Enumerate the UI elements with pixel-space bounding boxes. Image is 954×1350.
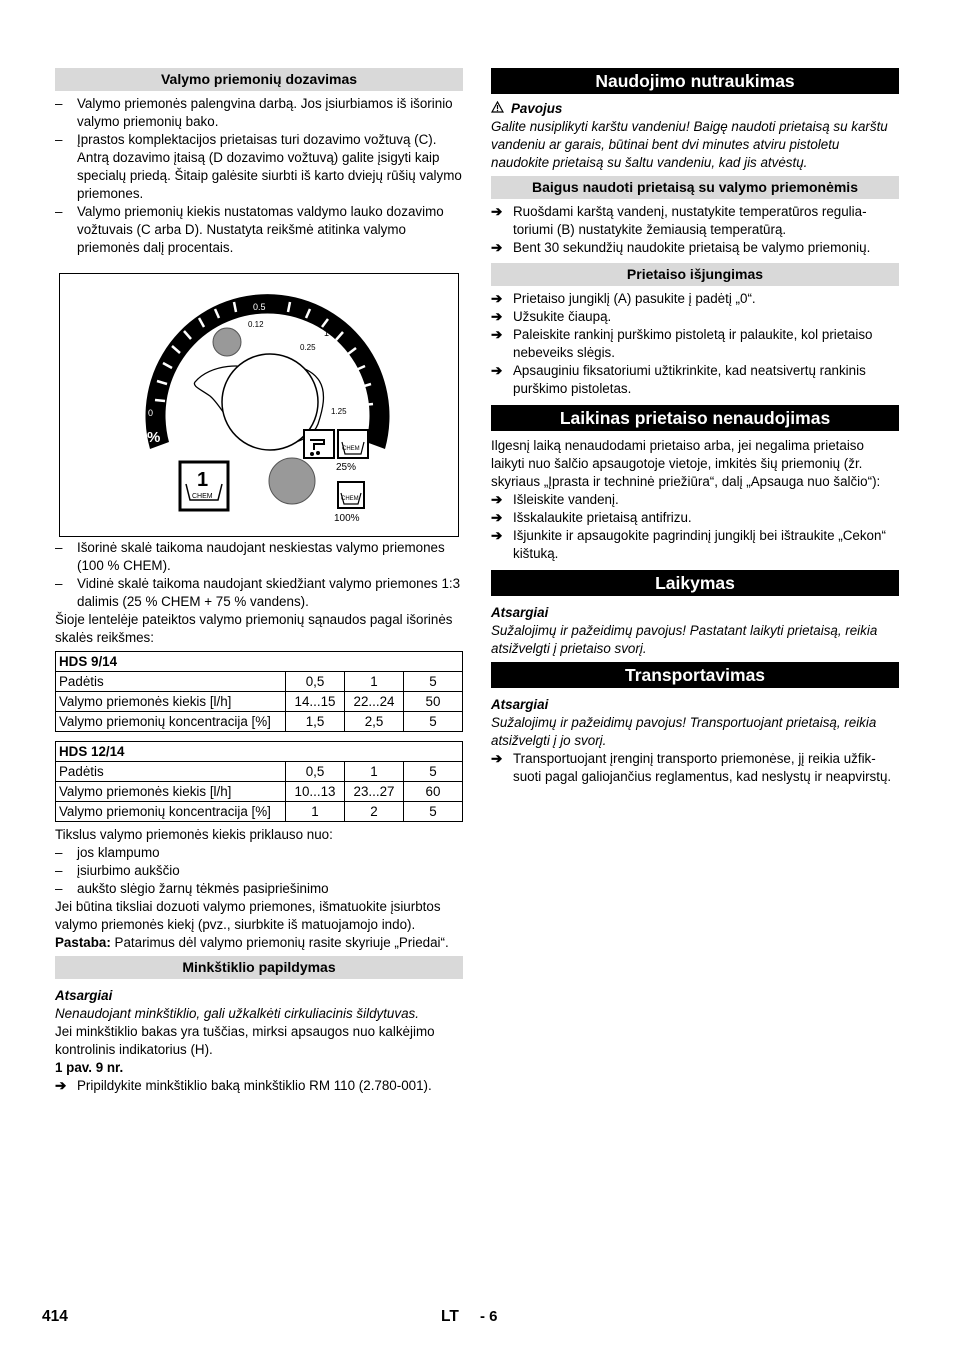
outer-label-1: 1 xyxy=(324,328,330,338)
inner-label-025: 0.25 xyxy=(300,343,316,352)
table-row xyxy=(56,712,463,732)
step-text: Užsukite čiaupą. xyxy=(513,309,612,324)
table-hds-9-14 xyxy=(55,651,463,732)
row-label: Valymo priemonės kiekis [l/h] xyxy=(56,782,286,802)
softener-ref: 1 pav. 9 nr. xyxy=(55,1060,124,1075)
right-column xyxy=(491,68,899,786)
cell: 1 xyxy=(345,672,404,692)
depends-intro: Tikslus valymo priemonės kiekis priklauso nuo: xyxy=(55,827,333,842)
heading-storage: Laikymas xyxy=(491,570,899,596)
inner-label-012: 0.12 xyxy=(248,320,264,329)
cell: 50 xyxy=(404,692,463,712)
language-code: LT xyxy=(441,1308,459,1325)
dosing-dial-figure xyxy=(59,273,459,537)
step-text: Išleiskite vandenį. xyxy=(513,492,619,507)
outer-label-5: 5 xyxy=(360,407,366,417)
table-row xyxy=(56,782,463,802)
note-paragraph xyxy=(55,934,463,952)
heading-temporary-shutdown: Laikinas prietaiso nenaudojimas xyxy=(491,405,899,431)
row-label: Padėtis xyxy=(56,672,286,692)
cell: 0,5 xyxy=(286,762,345,782)
page-number: 414 xyxy=(42,1308,68,1325)
depends-item-2: – įsiurbimo aukščio xyxy=(55,862,463,880)
heading-transport: Transportavimas xyxy=(491,662,899,688)
heading-dosing: Valymo priemonių dozavimas xyxy=(55,68,463,91)
arrow-icon: ➔ xyxy=(491,363,503,378)
off-step-3 xyxy=(491,326,899,362)
step-text: Išskalaukite prietaisą antifrizu. xyxy=(513,510,692,525)
cell: 14...15 xyxy=(286,692,345,712)
softener-warning: Nenaudojant minkštiklio, gali užkalkėti cirkuliacinis šildytuvas. xyxy=(55,1006,419,1021)
step-text: Ruošdami karštą vandenį, nustatykite temperatūros reguliatoriumi (B) nustatykite žemiausią temperatūrą. xyxy=(513,204,867,237)
transport-step-1 xyxy=(491,750,899,786)
caution-label: Atsargiai xyxy=(491,605,549,620)
arrow-icon: ➔ xyxy=(491,327,503,342)
temp-step-2 xyxy=(491,509,899,527)
outer-label-05: 0.5 xyxy=(253,302,266,312)
row-label: Padėtis xyxy=(56,762,286,782)
heading-after-cleaning-agent: Baigus naudoti prietaisą su valymo priemonėmis xyxy=(491,176,899,199)
exact-dosing-text: Jei būtina tiksliai dozuoti valymo priemones, išmatuokite įsiurbtos valymo priemonės kiekį (pvz., siurbkite iš matuojamojo indo). xyxy=(55,899,441,932)
depends-item-1: – jos klampumo xyxy=(55,844,463,862)
table-row xyxy=(56,762,463,782)
pct25-label: 25% xyxy=(336,462,357,473)
note-text: Patarimus dėl valymo priemonių rasite skyriuje „Priedai“. xyxy=(110,935,449,950)
cell: 1 xyxy=(345,762,404,782)
table-title: HDS 9/14 xyxy=(56,652,463,672)
caution-label: Atsargiai xyxy=(491,697,549,712)
table-row xyxy=(56,672,463,692)
step-text: Paleiskite rankinį purškimo pistoletą ir palaukite, kol prietaiso nebeveiks slėgis. xyxy=(513,327,873,360)
cell: 5 xyxy=(404,762,463,782)
arrow-icon: ➔ xyxy=(491,751,503,766)
step-text: Bent 30 sekundžių naudokite prietaisą be valymo priemonių. xyxy=(513,240,871,255)
step-text: Prietaiso jungiklį (A) pasukite į padėtį „0“. xyxy=(513,291,756,306)
chem-label: CHEM xyxy=(192,493,213,500)
pct100-label: 100% xyxy=(334,513,360,524)
arrow-icon: ➔ xyxy=(491,528,503,543)
off-step-2 xyxy=(491,308,899,326)
left-column xyxy=(55,68,463,1095)
off-step-4 xyxy=(491,362,899,398)
icon-digit: 1 xyxy=(197,469,209,491)
cell: 5 xyxy=(404,712,463,732)
caution-label: Atsargiai xyxy=(55,988,113,1003)
arrow-icon: ➔ xyxy=(491,510,503,525)
inner-label-125: 1.25 xyxy=(331,407,347,416)
chem-label-100: CHEM xyxy=(341,496,359,502)
after-step-1 xyxy=(491,203,899,239)
step-text: Transportuojant įrenginį transporto priemonėse, jį reikia užfiksuoti pagal galiojančius reglamentus, kad neslystų ir neapvirstų. xyxy=(513,751,892,784)
off-step-1 xyxy=(491,290,899,308)
arrow-icon: ➔ xyxy=(491,204,503,219)
after-step-2 xyxy=(491,239,899,257)
temp-step-1 xyxy=(491,491,899,509)
arrow-icon: ➔ xyxy=(491,240,503,255)
chem-label-25: CHEM xyxy=(342,446,360,452)
table-intro: Šioje lentelėje pateiktos valymo priemonių sąnaudos pagal išorinės skalės reikšmes: xyxy=(55,612,453,645)
cell: 2 xyxy=(345,802,404,822)
cell: 5 xyxy=(404,802,463,822)
percent-label: % xyxy=(147,429,161,446)
cell: 1 xyxy=(286,802,345,822)
row-label: Valymo priemonių koncentracija [%] xyxy=(56,712,286,732)
arrow-icon: ➔ xyxy=(491,309,503,324)
arrow-icon: ➔ xyxy=(491,492,503,507)
dosing-dial-illustration xyxy=(60,274,458,536)
table-row xyxy=(56,692,463,712)
outer-label-0: 0 xyxy=(148,408,154,418)
row-label: Valymo priemonės kiekis [l/h] xyxy=(56,692,286,712)
dosing-item-2: – Įprastos komplektacijos prietaisas turi dozavimo vožtuvą (C). Antrą dozavimo įtaisą (D dozavimo vožtuvą) galite įsigyti kaip specialų priedą. Šitaip galėsite siurbti iš karto dviejų rūšių valymo priemones. xyxy=(55,131,463,203)
cell: 10...13 xyxy=(286,782,345,802)
temp-step-3 xyxy=(491,527,899,563)
heading-switch-off: Prietaiso išjungimas xyxy=(491,263,899,286)
cell: 22...24 xyxy=(345,692,404,712)
dosing-item-3: – Valymo priemonių kiekis nustatomas valdymo lauko dozavimo vožtuvais (C arba D). Nustatyta reikšmė atitinka valymo priemonės dalį procentais. xyxy=(55,203,463,257)
step-text: Apsauginiu fiksatoriumi užtikrinkite, kad neatsivertų rankinis purškimo pistoletas. xyxy=(513,363,866,396)
cell: 0,5 xyxy=(286,672,345,692)
depends-item-3: – aukšto slėgio žarnų tėkmės pasipriešinimo xyxy=(55,880,463,898)
cell: 60 xyxy=(404,782,463,802)
heading-softener: Minkštiklio papildymas xyxy=(55,956,463,979)
stop-warning: Galite nusiplikyti karštu vandeniu! Baigę naudoti prietaisą su karštu vandeniu ar garais, būtinai bent dvi minutes atviru pistoletu naudokite prietaisą su šaltu vandeniu, kad jis atvėstų. xyxy=(491,119,888,170)
storage-warning: Sužalojimų ir pažeidimų pavojus! Pastatant laikyti prietaisą, reikia atsižvelgti į prietaiso svorį. xyxy=(491,623,878,656)
table-hds-12-14 xyxy=(55,741,463,822)
table-title: HDS 12/14 xyxy=(56,742,463,762)
cell: 1,5 xyxy=(286,712,345,732)
arrow-icon: ➔ xyxy=(491,291,503,306)
note-label: Pastaba: xyxy=(55,935,111,950)
softener-step xyxy=(55,1077,463,1095)
cell: 23...27 xyxy=(345,782,404,802)
table-row xyxy=(56,802,463,822)
arrow-icon: ➔ xyxy=(55,1078,67,1093)
scale-item-1: – Išorinė skalė taikoma naudojant neskiestas valymo priemones (100 % CHEM). xyxy=(55,539,463,575)
cell: 5 xyxy=(404,672,463,692)
softener-text: Jei minkštiklio bakas yra tuščias, mirksi apsaugos nuo kalkėjimo kontrolinis indikatorius (H). xyxy=(55,1024,435,1057)
danger-label-row xyxy=(491,100,899,118)
section-number: - 6 xyxy=(480,1308,498,1325)
danger-label: Pavojus xyxy=(511,101,563,116)
row-label: Valymo priemonių koncentracija [%] xyxy=(56,802,286,822)
step-text: Pripildykite minkštiklio baką minkštiklio RM 110 (2.780-001). xyxy=(77,1078,432,1093)
warning-triangle-icon xyxy=(491,100,505,118)
dosing-item-1: – Valymo priemonės palengvina darbą. Jos įsiurbiamos iš išorinio valymo priemonių bako. xyxy=(55,95,463,131)
step-text: Išjunkite ir apsaugokite pagrindinį jungiklį bei ištraukite „Cekon“ kištuką. xyxy=(513,528,886,561)
temporary-text: Ilgesnį laiką nenaudodami prietaiso arba, jei negalima prietaiso laikyti nuo šalčio apsaugotoje vietoje, imkitės šių priemonių (žr. skyriaus „Įprasta ir techninė priežiūra“, dalį „Apsauga nuo šalčio“): xyxy=(491,438,881,489)
transport-warning: Sužalojimų ir pažeidimų pavojus! Transportuojant prietaisą, reikia atsižvelgti į jo svorį. xyxy=(491,715,877,748)
cell: 2,5 xyxy=(345,712,404,732)
heading-stop-use: Naudojimo nutraukimas xyxy=(491,68,899,94)
scale-item-2: – Vidinė skalė taikoma naudojant skiedžiant valymo priemones 1:3 dalimis (25 % CHEM + 75 % vandens). xyxy=(55,575,463,611)
